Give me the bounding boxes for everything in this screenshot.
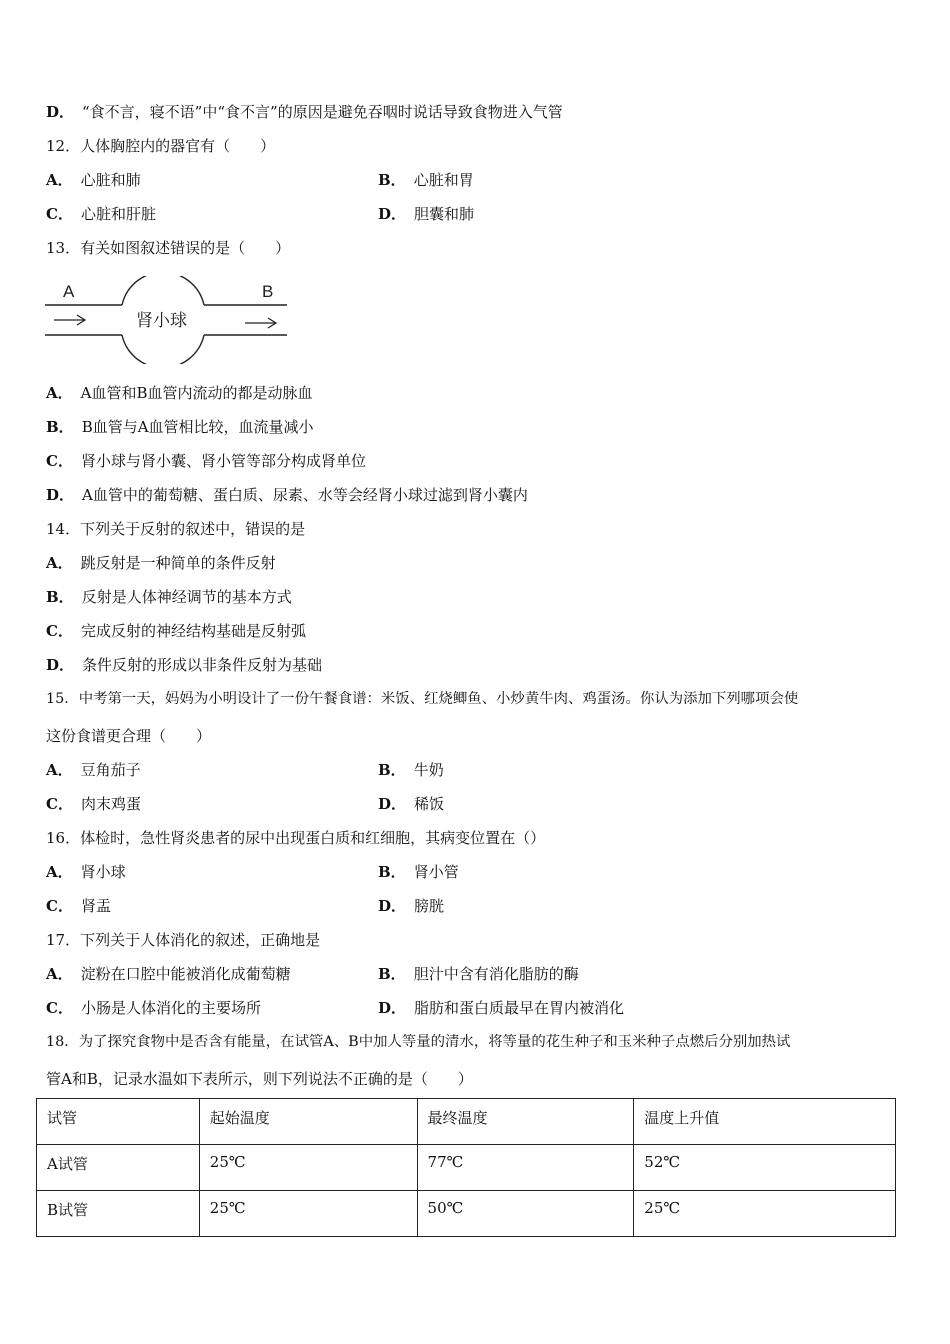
- table-cell: 25℃: [199, 1145, 417, 1191]
- option-label: A．: [46, 863, 73, 881]
- option-text: B血管与A血管相比较，血流量减小: [81, 418, 314, 436]
- q12-option-d: [378, 204, 474, 224]
- option-text: 心脏和肝脏: [80, 205, 156, 223]
- option-text: 小肠是人体消化的主要场所: [80, 999, 261, 1017]
- arrow-right-icon: [245, 318, 276, 328]
- option-text: 肾小管: [413, 863, 459, 881]
- option-text: 肾小球与肾小囊、肾小管等部分构成肾单位: [80, 452, 366, 470]
- table-row: [37, 1145, 896, 1191]
- q17-stem: 17．下列关于人体消化的叙述，正确地是: [46, 931, 321, 949]
- option-label: B．: [378, 761, 406, 779]
- option-text: “食不言，寝不语”中“食不言”的原因是避免吞咽时说话导致食物进入气管: [82, 103, 563, 121]
- q14-option-a: [46, 553, 276, 573]
- option-label: C．: [46, 622, 73, 640]
- temperature-table: [36, 1098, 896, 1237]
- table-row: [37, 1191, 896, 1237]
- q17-option-c: [46, 998, 261, 1018]
- q16-option-c: [46, 896, 111, 916]
- q15-stem-line2: 这份食谱更合理（ ）: [46, 727, 212, 745]
- option-text: 豆角茄子: [80, 761, 141, 779]
- option-label: C．: [46, 897, 73, 915]
- option-label: D．: [378, 205, 407, 223]
- option-label: C．: [46, 999, 73, 1017]
- vessel-a-label: A: [63, 282, 75, 301]
- option-text: A血管中的葡萄糖、蛋白质、尿素、水等会经肾小球过滤到肾小囊内: [82, 486, 528, 504]
- q18-stem-line2: 管A和B，记录水温如下表所示，则下列说法不正确的是（ ）: [46, 1070, 473, 1088]
- option-label: D．: [46, 103, 75, 121]
- option-label: A．: [46, 965, 73, 983]
- option-label: C．: [46, 205, 73, 223]
- q14-option-b: [46, 587, 292, 607]
- q12-option-a: [46, 170, 141, 190]
- q14-option-c: [46, 621, 306, 641]
- option-label: B．: [46, 418, 74, 436]
- table-header-cell: 温度上升值: [634, 1099, 896, 1145]
- q16-option-b: [378, 862, 459, 882]
- option-label: D．: [46, 656, 75, 674]
- q13-stem: 13．有关如图叙述错误的是（ ）: [46, 239, 291, 257]
- option-text: 膀胱: [414, 897, 445, 915]
- option-label: C．: [46, 452, 73, 470]
- q16-option-d: [378, 896, 444, 916]
- table-cell: 52℃: [634, 1145, 896, 1191]
- option-text: 反射是人体神经调节的基本方式: [81, 588, 292, 606]
- option-label: D．: [378, 795, 407, 813]
- q15-option-c: [46, 794, 141, 814]
- option-text: 胆汁中含有消化脂肪的酶: [413, 965, 579, 983]
- table-cell: 77℃: [417, 1145, 634, 1191]
- q13-option-d: [46, 485, 528, 505]
- table-header-cell: 起始温度: [199, 1099, 417, 1145]
- option-text: 条件反射的形成以非条件反射为基础: [82, 656, 323, 674]
- table-header-cell: 最终温度: [417, 1099, 634, 1145]
- q15-option-d: [378, 794, 444, 814]
- option-label: C．: [46, 795, 73, 813]
- option-text: 心脏和胃: [413, 171, 474, 189]
- table-cell: 25℃: [199, 1191, 417, 1237]
- option-text: 完成反射的神经结构基础是反射弧: [80, 622, 306, 640]
- option-label: A．: [46, 171, 73, 189]
- q15-option-a: [46, 760, 141, 780]
- table-header-row: [37, 1099, 896, 1145]
- q11-option-d: [46, 102, 563, 122]
- vessel-b-label: B: [262, 282, 274, 301]
- q15-stem-line1: 15．中考第一天，妈妈为小明设计了一份午餐食谱：米饭、红烧鲫鱼、小炒黄牛肉、鸡蛋汤。你认为添加下列哪项会使: [46, 691, 799, 707]
- option-text: 肉末鸡蛋: [80, 795, 141, 813]
- q16-stem: 16．体检时，急性肾炎患者的尿中出现蛋白质和红细胞，其病变位置在（）: [46, 829, 546, 847]
- q13-option-c: [46, 451, 366, 471]
- q17-option-a: [46, 964, 291, 984]
- q13-option-a: [46, 383, 313, 403]
- q12-stem: 12．人体胸腔内的器官有（ ）: [46, 137, 276, 155]
- table-header-cell: 试管: [37, 1099, 200, 1145]
- option-text: 稀饭: [414, 795, 445, 813]
- option-label: B．: [46, 588, 74, 606]
- option-label: B．: [378, 863, 406, 881]
- q12-option-c: [46, 204, 156, 224]
- table-cell: A试管: [37, 1145, 200, 1191]
- table-cell: 25℃: [634, 1191, 896, 1237]
- glomerulus-bottom-arc: [122, 335, 204, 364]
- option-label: D．: [378, 999, 407, 1017]
- q17-option-d: [378, 998, 624, 1018]
- q13-option-b: [46, 417, 314, 437]
- q12-option-b: [378, 170, 474, 190]
- q17-option-b: [378, 964, 579, 984]
- q14-stem: 14．下列关于反射的叙述中，错误的是: [46, 520, 306, 538]
- q18-stem-line1: 18．为了探究食物中是否含有能量，在试管A、B中加人等量的清水，将等量的花生种子和玉米种子点燃后分别加热试: [46, 1034, 791, 1050]
- option-text: 淀粉在口腔中能被消化成葡萄糖: [80, 965, 291, 983]
- option-label: A．: [46, 384, 73, 402]
- option-text: 胆囊和肺: [414, 205, 475, 223]
- option-text: 肾盂: [80, 897, 111, 915]
- option-text: 牛奶: [413, 761, 444, 779]
- option-label: D．: [46, 486, 75, 504]
- table-cell: B试管: [37, 1191, 200, 1237]
- option-text: A血管和B血管内流动的都是动脉血: [80, 384, 313, 402]
- q14-option-d: [46, 655, 322, 675]
- glomerulus-label: 肾小球: [136, 311, 187, 331]
- option-label: A．: [46, 554, 73, 572]
- glomerulus-diagram: [40, 276, 292, 364]
- q15-option-b: [378, 760, 444, 780]
- option-text: 跳反射是一种简单的条件反射: [80, 554, 276, 572]
- option-text: 脂肪和蛋白质最早在胃内被消化: [414, 999, 625, 1017]
- option-label: A．: [46, 761, 73, 779]
- option-label: B．: [378, 171, 406, 189]
- glomerulus-top-arc: [122, 276, 204, 305]
- table-cell: 50℃: [417, 1191, 634, 1237]
- q16-option-a: [46, 862, 126, 882]
- option-text: 心脏和肺: [80, 171, 141, 189]
- option-label: B．: [378, 965, 406, 983]
- arrow-right-icon: [54, 315, 85, 325]
- option-text: 肾小球: [80, 863, 126, 881]
- option-label: D．: [378, 897, 407, 915]
